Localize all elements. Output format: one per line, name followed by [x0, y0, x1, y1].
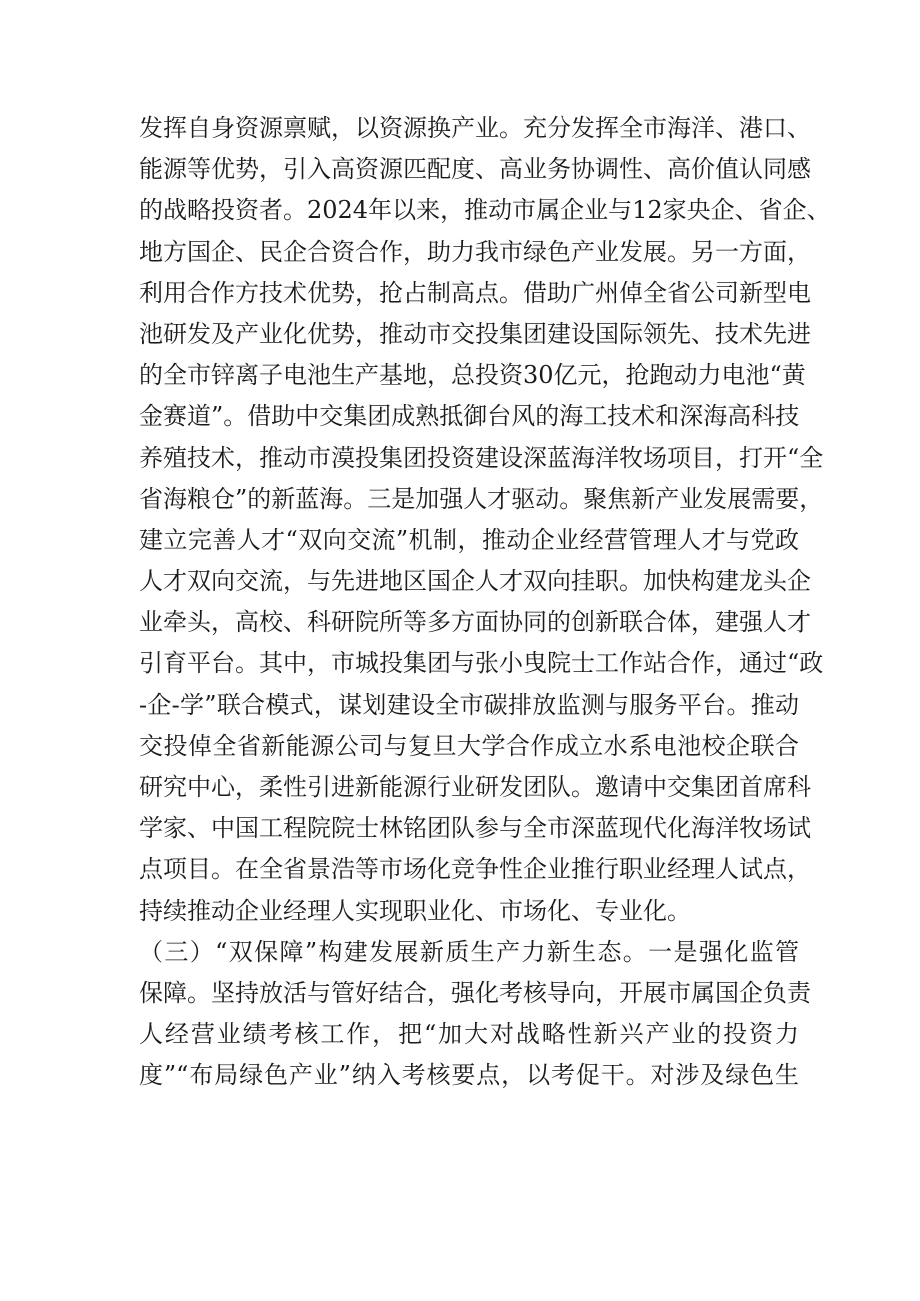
text-line: 点项目。在全省景浩等市场化竞争性企业推行职业经理人试点， — [139, 855, 811, 884]
text-line: 省海粮仓”的新蓝海。三是加强人才驱动。聚焦新产业发展需要， — [139, 484, 824, 513]
text-line: 持续推动企业经理人实现职业化、市场化、专业化。 — [139, 896, 691, 925]
text-line: 的战略投资者。2024年以来，推动市属企业与12家央企、省企、 — [139, 196, 831, 225]
text-line: 池研发及产业化优势，推动市交投集团建设国际领先、技术先进 — [139, 319, 811, 348]
text-line: 人才双向交流，与先进地区国企人才双向挂职。加快构建龙头企 — [139, 567, 811, 596]
text-line: 保障。坚持放活与管好结合，强化考核导向，开展市属国企负责 — [139, 978, 811, 1007]
text-line: 能源等优势，引入高资源匹配度、高业务协调性、高价值认同感 — [139, 155, 811, 184]
text-line: 地方国企、民企合资合作，助力我市绿色产业发展。另一方面， — [139, 237, 811, 266]
section-heading-line: （三）“双保障”构建发展新质生产力新生态。一是强化监管 — [139, 937, 799, 966]
text-line: 金赛道”。借助中交集团成熟抵御台风的海工技术和深海高科技 — [139, 402, 800, 431]
text-line: 引育平台。其中，市城投集团与张小曳院士工作站合作，通过“政 — [139, 649, 824, 678]
text-line: 业牵头，高校、科研院所等多方面协同的创新联合体，建强人才 — [139, 608, 811, 637]
body-text — [139, 108, 831, 1097]
text-line: 研究中心，柔性引进新能源行业研发团队。邀请中交集团首席科 — [139, 773, 811, 801]
text-line: 利用合作方技术优势，抢占制高点。借助广州倬全省公司新型电 — [139, 278, 811, 307]
text-line: 交投倬全省新能源公司与复旦大学合作成立水系电池校企联合 — [139, 731, 799, 760]
text-line: 度”“布局绿色产业”纳入考核要点，以考促干。对涉及绿色生 — [139, 1061, 799, 1090]
text-line: 人经营业绩考核工作，把“加大对战略性新兴产业的投资力 — [139, 1020, 799, 1049]
text-line: 发挥自身资源禀赋，以资源换产业。充分发挥全市海洋、港口、 — [139, 114, 811, 142]
text-line: 学家、中国工程院院士林铭团队参与全市深蓝现代化海洋牧场试 — [139, 814, 811, 843]
text-line: 养殖技术，推动市漠投集团投资建设深蓝海洋牧场项目，打开“全 — [139, 443, 824, 472]
text-line: -企-学”联合模式，谋划建设全市碳排放监测与服务平台。推动 — [139, 690, 799, 719]
text-line: 建立完善人才“双向交流”机制，推动企业经营管理人才与党政 — [139, 525, 799, 554]
text-line: 的全市锌离子电池生产基地，总投资30亿元，抢跑动力电池“黄 — [139, 361, 806, 390]
